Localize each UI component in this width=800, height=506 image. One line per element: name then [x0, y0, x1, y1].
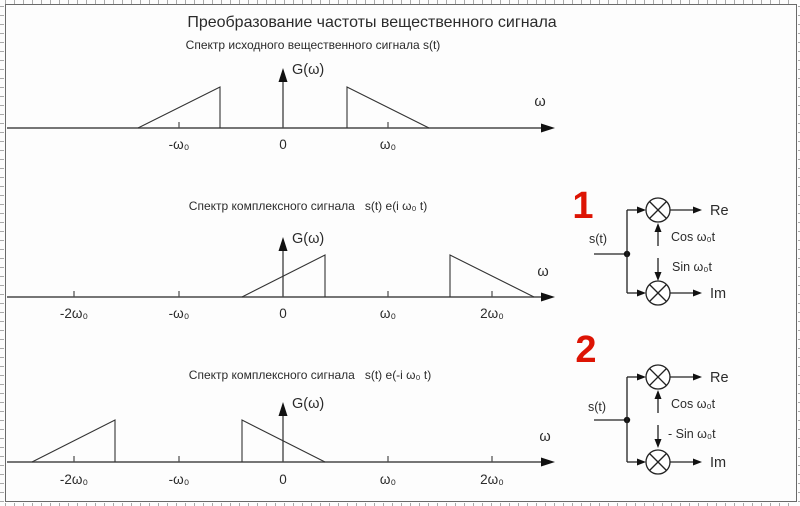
spectrum-plot-shift-down: [7, 368, 555, 487]
diagram1-sin-wire-arrow: [655, 272, 662, 281]
plot1-ticklabel-w0: ω₀: [379, 137, 397, 152]
diagram1-top-wire-arrow: [637, 207, 646, 214]
diagram2-input-label: s(t): [587, 400, 607, 414]
plot3-ticklabel-2w0: 2ω₀: [480, 472, 504, 487]
diagram2-number-label: 2: [575, 329, 597, 371]
diagram1-bottom-wire-arrow: [637, 290, 646, 297]
plot2-ticklabel-2w0: 2ω₀: [480, 306, 504, 321]
plot1-ticklabel-zero: 0: [279, 137, 287, 152]
plot1-g-axis-arrow: [279, 68, 288, 82]
plot3-ticklabel-neg-2w0: -2ω₀: [59, 472, 89, 487]
plot1-subtitle: Спектр исходного вещественного сигнала s(t): [185, 38, 441, 52]
plot2-ticklabel-zero: 0: [279, 306, 287, 321]
spectrum-plot-original: [7, 38, 555, 152]
plot2-ticklabel-neg-w0: -ω₀: [168, 306, 190, 321]
plot3-g-axis-label: G(ω): [292, 396, 325, 412]
plot1-omega-axis-label: ω: [534, 94, 546, 110]
plot3-ticklabel-w0: ω₀: [379, 472, 397, 487]
plot3-subtitle: Спектр комплексного сигнала s(t) e(-i ω₀ t): [188, 368, 432, 382]
spectrum-plot-shift-up: [7, 199, 555, 321]
diagram2-im-wire-arrow: [693, 459, 702, 466]
diagram1-im-wire-arrow: [693, 290, 702, 297]
plot2-triangle-at-2w0: [450, 255, 534, 297]
plot3-omega-axis-arrow: [541, 458, 555, 467]
modulator-diagram-1: [572, 185, 728, 305]
diagram2-top-wire-arrow: [637, 374, 646, 381]
diagram1-cos-label: Cos ω₀t: [671, 230, 716, 244]
diagram2-bottom-wire-arrow: [637, 459, 646, 466]
diagram1-cos-wire-arrow: [655, 223, 662, 232]
plot1-omega-axis-arrow: [541, 124, 555, 133]
main-title: Преобразование частоты вещественного сигнала: [187, 14, 557, 31]
diagram1-sin-label: Sin ω₀t: [672, 260, 712, 274]
plot1-g-axis-label: G(ω): [292, 62, 325, 78]
plot1-triangle-positive: [347, 87, 429, 128]
diagram1-input-label: s(t): [588, 232, 608, 246]
plot2-omega-axis-arrow: [541, 293, 555, 302]
plot1-triangle-negative: [138, 87, 220, 128]
plot2-subtitle: Спектр комплексного сигнала s(t) e(i ω₀ t): [188, 199, 428, 213]
plot2-g-axis-label: G(ω): [292, 231, 325, 247]
diagram2-im-label: Im: [710, 455, 727, 471]
diagram2-sin-label: - Sin ω₀t: [668, 427, 716, 441]
diagram2-sin-wire-arrow: [655, 439, 662, 448]
diagram1-number-label: 1: [572, 185, 594, 227]
plot3-ticklabel-zero: 0: [279, 472, 287, 487]
diagram1-re-wire-arrow: [693, 207, 702, 214]
plot3-omega-axis-label: ω: [539, 429, 551, 445]
plot3-g-axis-arrow: [279, 402, 288, 416]
diagram2-re-label: Re: [710, 370, 729, 386]
plot2-ticklabel-w0: ω₀: [379, 306, 397, 321]
plot2-omega-axis-label: ω: [537, 264, 549, 280]
diagram2-cos-wire-arrow: [655, 390, 662, 399]
modulator-diagram-2: [575, 329, 728, 474]
plot3-ticklabel-neg-w0: -ω₀: [168, 472, 190, 487]
plot1-ticklabel-neg-w0: -ω₀: [168, 137, 190, 152]
diagram1-im-label: Im: [710, 286, 727, 302]
plot2-g-axis-arrow: [279, 237, 288, 251]
diagram1-re-label: Re: [710, 203, 729, 219]
diagram2-cos-label: Cos ω₀t: [671, 397, 716, 411]
diagram2-re-wire-arrow: [693, 374, 702, 381]
plot3-triangle-at-neg-2w0: [32, 420, 115, 462]
plot2-ticklabel-neg-2w0: -2ω₀: [59, 306, 89, 321]
